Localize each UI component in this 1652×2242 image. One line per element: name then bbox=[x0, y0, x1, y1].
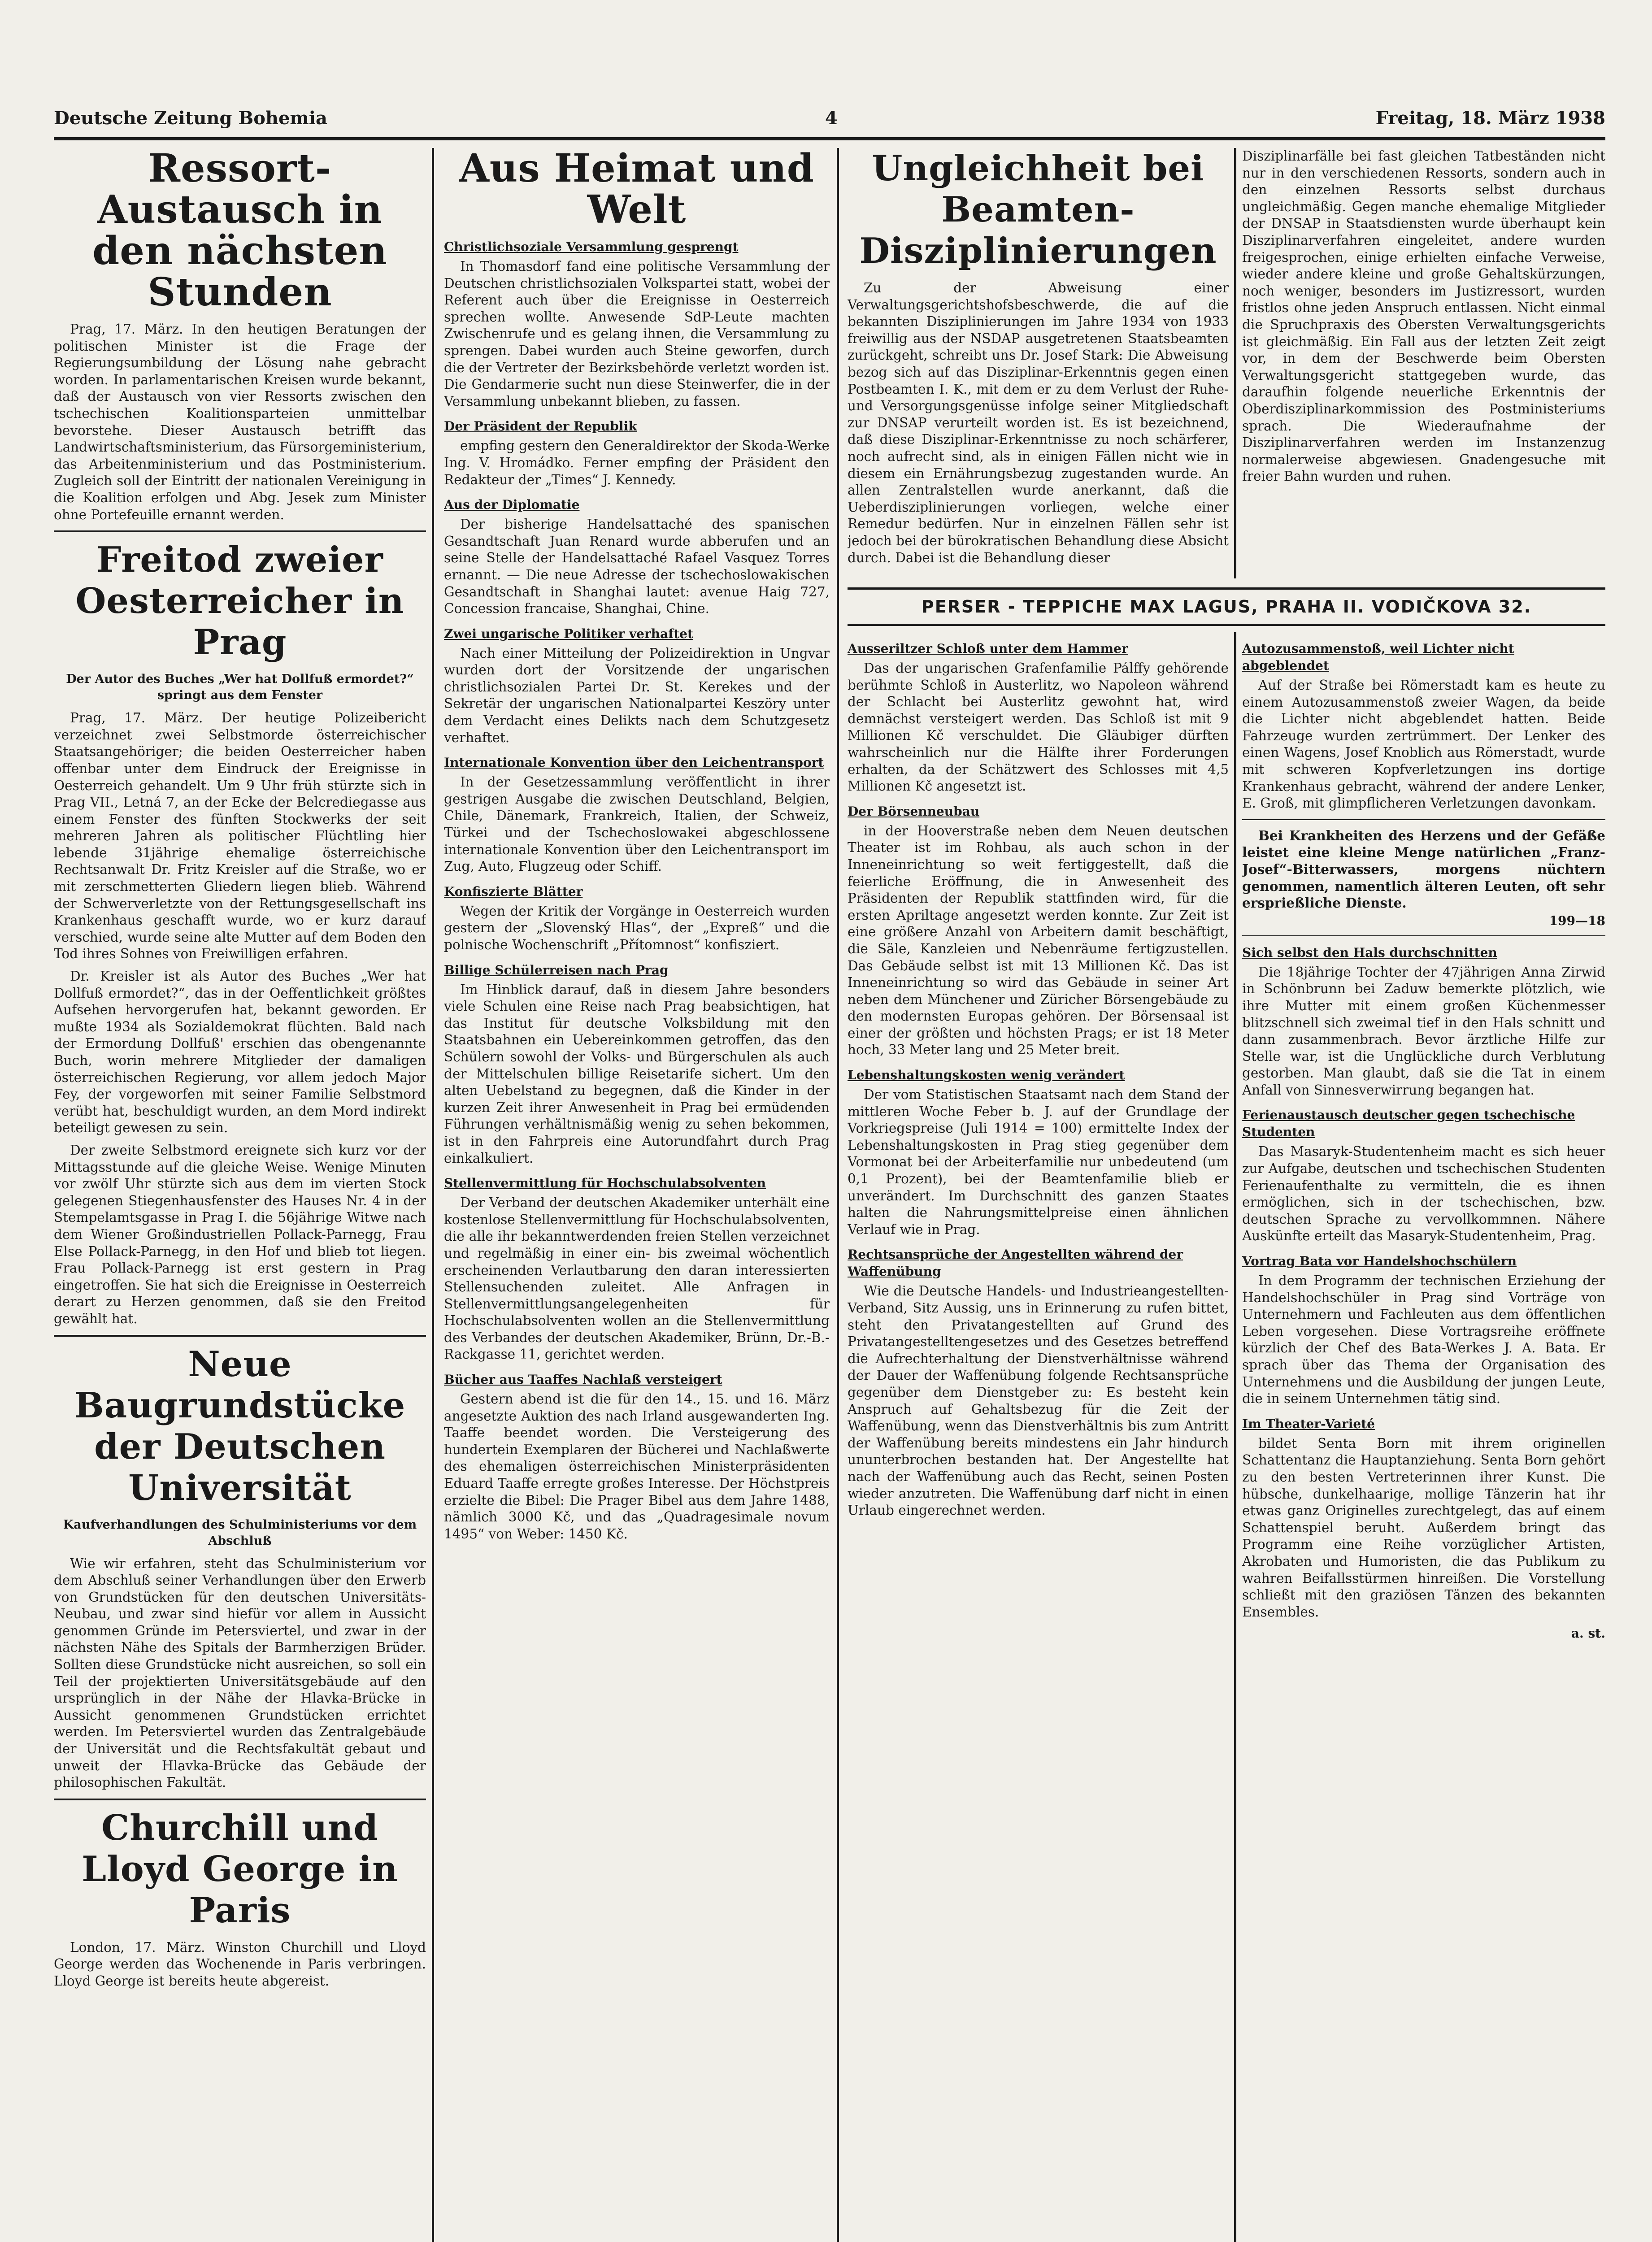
news-heading: Christlichsoziale Versammlung gesprengt bbox=[444, 239, 739, 254]
news-body: Der vom Statistischen Staatsamt nach dem Stand der mittleren Woche Feber b. J. auf der Grundlage der Vorkriegspreise (Juli 1914 = 100) ermittelte Index der Lebenshaltungskosten in Prag stieg gegenüber dem Vormonat bei der Arbeiterfamilie nur unbedeutend (um 0,1 Prozent), bei der Beamtenfamilie blieb er unverändert. Im Durchschnitt des ganzen Staates halten die Nahrungsmittelpreise einen ähnlichen Verlauf wie in Prag. bbox=[848, 1087, 1229, 1237]
news-heading: Rechtsansprüche der Angestellten während der Waffenübung bbox=[848, 1247, 1183, 1279]
article-title-churchill: Churchill und Lloyd George in Paris bbox=[82, 1807, 398, 1931]
column-rule bbox=[1234, 148, 1236, 578]
news-body: Nach einer Mitteilung der Polizeidirektion in Ungvar wurden dort der Vorsitzende der ungarischen christlichsozialen Partei Dr. St. Kerekes und der Sekretär der ungarischen Nationalpartei Keszöry unter dem Verdacht eines Delikts nach dem Schutzgesetz verhaftet. bbox=[444, 645, 830, 745]
news-body: Die 18jährige Tochter der 47jährigen Anna Zirwid in Schönbrunn bei Zaduw bemerkte plötzlich, wie ihre Mutter mit einem großen Küchenmesser blitzschnell sich zweimal tief in den Hals schnitt und dann zusammenbrach. Bevor ärztliche Hilfe zur Stelle war, ist die Unglückliche durch Verblutung gestorben. Man glaubt, daß sie die Tat in einem Anfall von Sinnesverwirrung begangen hat. bbox=[1242, 964, 1605, 1098]
column-4-top bbox=[1242, 148, 1605, 578]
news-body: bildet Senta Born mit ihrem originellen Schattentanz die Hauptanziehung. Senta Born gehört zu den besten Vertreterinnen ihrer Kunst. Die hübsche, dunkelhaarige, mollige Tänzerin hat ihr etwas ganz Originelles zurechtgelegt, das auf einem Schattenspiel beruht. Außerdem bringt das Programm eine Reihe vorzüglicher Artisten, Akrobaten und Humoristen, die das Publikum zu wahren Beifallsstürmen hinreißen. Die Vorstellung schließt mit den graziösen Tänzen des bekannten Ensembles. bbox=[1242, 1435, 1605, 1620]
news-body: Auf der Straße bei Römerstadt kam es heute zu einem Autozusammenstoß zweier Wagen, da beide die Lichter nicht abgeblendet hatten. Beide Fahrzeuge wurden zertrümmert. Der Lenker des einen Wagens, Josef Knoblich aus Römerstadt, wurde mit schweren Kopfverletzungen ins dortige Krankenhaus gebracht, während der andere Lenker, E. Groß, mit glimpflicheren Verletzungen davonkam. bbox=[1242, 678, 1605, 811]
news-heading: Bücher aus Taaffes Nachlaß versteigert bbox=[444, 1372, 722, 1387]
article-subtitle-universitaet: Kaufverhandlungen des Schulministeriums vor dem Abschluß bbox=[63, 1517, 417, 1548]
news-heading: Ferienaustausch deutscher gegen tschechische Studenten bbox=[1242, 1108, 1575, 1140]
news-body: Im Hinblick darauf, daß in diesem Jahre besonders viele Schulen eine Reise nach Prag beabsichtigen, hat das Institut für deutsche Volksbildung mit den Staatsbahnen ein Uebereinkommen getroffen, das den Schülern sowohl der Volks- und Bürgerschulen als auch der Mittelschulen billige Reisetarife sichert. Um den alten Uebelstand zu begegnen, daß die Kinder in der kurzen Zeit ihrer Anwesenheit in Prag bei ermüdenden Führungen verhältnismäßig wenig zu sehen bekommen, ist in den Fahrpreis eine Autorundfahrt durch Prag einkalkuliert. bbox=[444, 982, 830, 1166]
author-signature: a. st. bbox=[1571, 1626, 1605, 1641]
news-body: Wie die Deutsche Handels- und Industrieangestellten-Verband, Sitz Aussig, uns in Erinnerung zu rufen bittet, steht den Privatangestellten auf Grund des Privatangestelltengesetzes und des Gesetzes betreffend die Aufrechterhaltung der Dienstverhältnisse während der Dauer der Waffenübung folgende Rechtsansprüche gegenüber dem Dienstgeber zu: Es besteht kein Anspruch auf Gehaltsbezug für die Zeit der Waffenübung, wenn das Dienstverhältnis bis zum Antritt der Waffenübung bereits mindestens ein Jahr hindurch ununterbrochen bestanden hat. Der Angestellte hat nach der Waffenübung auch das Recht, seinen Posten wieder anzutreten. Die Waffenübung darf nicht in einen Urlaub eingerechnet werden. bbox=[848, 1283, 1229, 1518]
column-4-bottom bbox=[1242, 632, 1605, 2242]
news-heading: Konfiszierte Blätter bbox=[444, 884, 583, 899]
article-subtitle-freitod: Der Autor des Buches „Wer hat Dollfuß ermordet?“ springt aus dem Fenster bbox=[66, 672, 414, 703]
running-head bbox=[54, 101, 1605, 140]
article-body-ungleichheit-cont: Disziplinarfälle bei fast gleichen Tatbeständen nicht nur in den verschiedenen Ressorts, sondern auch in den einzelnen Ressorts selbst durchaus ungleichmäßig. Gegen manche ehemalige Mitglieder der DNSAP in Staatsdiensten wurde überhaupt kein Disziplinarverfahren eingeleitet, andere wurden freigesprochen, einige erhielten einfache Verweise, wieder andere kleine und große Gehaltskürzungen, noch weniger, besonders im Justizressort, wurden fristlos ohne jeden Anspruch entlassen. Nicht einmal die Spruchpraxis des Obersten Verwaltungsgerichts ist gleichmäßig. Ein Fall aus der letzten Zeit zeigt vor, in dem der Beschwerde beim Obersten Verwaltungsgericht stattgegeben wurde, das daraufhin folgende neuerliche Erkenntnis der Oberdisziplinarkommission des Postministeriums sprach. Die Wiederaufnahme der Disziplinarverfahren werden im Instanzenzug normalerweise abgewiesen. Gnadengesuche mit freier Bahn wurden und ruhen. bbox=[1242, 148, 1605, 484]
news-heading: Zwei ungarische Politiker verhaftet bbox=[444, 626, 693, 641]
small-advertisement: Bei Krankheiten des Herzens und der Gefäße leistet eine kleine Menge natürlichen „Franz-Josef“-Bitterwassers, morgens nüchtern genommen, namentlich älteren Leuten, oft sehr ersprießliche Dienste. bbox=[1242, 827, 1605, 911]
article-body-freitod-1: Prag, 17. März. Der heutige Polizeibericht verzeichnet zwei Selbstmorde österreichischer Staatsangehöriger; die beiden Oesterreicher haben offenbar unter dem Eindruck der Ereignisse in Oesterreich gehandelt. Um 9 Uhr früh stürzte sich in Prag VII., Letná 7, an der Ecke der Belcrediegasse aus einem Fenster des fünften Stockwerks der seit mehreren Jahren als politischer Flüchtling hier lebende 31jährige ehemalige österreichische Rechtsanwalt Dr. Fritz Kreisler auf die Straße, wo er mit zerschmetterten Gliedern liegen blieb. Während der Schwerverletzte von der Rettungsgesellschaft ins Krankenhaus geschafft wurde, wo er kurz darauf verschied, wurde seine alte Mutter auf dem Boden den Tod ihres Sohnes von Freiwilligen erfahren. bbox=[54, 710, 426, 962]
article-title-ungleichheit: Ungleichheit bei Beamten-Disziplinierungen bbox=[859, 148, 1217, 271]
article-body-freitod-2: Dr. Kreisler ist als Autor des Buches „Wer hat Dollfuß ermordet?“, das in der Oeffentlichkeit größtes Aufsehen hervorgerufen hat, bekannt geworden. Er mußte 1934 als Sozialdemokrat flüchten. Bald nach der Ermordung Dollfuß' erschien das obengenannte Buch, worin mehrere Mitglieder der damaligen österreichischen Regierung, vor allem jedoch Major Fey, der vorgeworfen mit seiner Familie Selbstmord verübt hat, beschuldigt wurden, an dem Mord indirekt beteiligt gewesen zu sein. bbox=[54, 969, 426, 1136]
news-heading: Stellenvermittlung für Hochschulabsolventen bbox=[444, 1176, 766, 1191]
article-body-freitod-3: Der zweite Selbstmord ereignete sich kurz vor der Mittagsstunde auf die gleiche Weise. Wenige Minuten vor zwölf Uhr stürzte sich aus dem im vierten Stock gelegenen Stiegenhausfenster des Hauses Nr. 4 in der Stempelamtsgasse in Prag I. die 56jährige Witwe nach dem Wiener Großindustriellen Pollack-Parnegg, Frau Else Pollack-Parnegg, in den Hof und blieb tot liegen. Frau Pollack-Parnegg ist erst gestern in Prag eingetroffen. Sie hat sich die Ereignisse in Oesterreich derart zu Herzen genommen, daß sie den Freitod gewählt hat. bbox=[54, 1142, 426, 1326]
divider bbox=[1242, 819, 1605, 820]
issue-date: Freitag, 18. März 1938 bbox=[1375, 108, 1605, 129]
divider bbox=[54, 530, 426, 532]
article-body-ressort: Prag, 17. März. In den heutigen Beratungen der politischen Minister ist die Frage der Regierungsumbildung der Lösung nahe gebracht worden. In parlamentarischen Kreisen wurde bekannt, daß der Austausch von vier Ressorts zwischen den tschechischen Koalitionsparteien unmittelbar bevorstehe. Dieser Austausch betrifft das Landwirtschaftsministerium, das Fürsorgeministerium, das Arbeitenministerium und das Postministerium. Zugleich soll der Eintritt der nationalen Vereinigung in die Koalition erfolgen und Abg. Jesek zum Minister ohne Portefeuille ernannt werden. bbox=[54, 322, 426, 522]
news-heading: Der Börsenneubau bbox=[848, 804, 980, 819]
column-rule bbox=[1234, 632, 1236, 2242]
section-title-heimat-welt: Aus Heimat und Welt bbox=[459, 148, 814, 232]
article-title-universitaet: Neue Baugrundstücke der Deutschen Universität bbox=[74, 1343, 406, 1508]
news-body: empfing gestern den Generaldirektor der Skoda-Werke Ing. V. Hromádko. Ferner empfing der Präsident den Redakteur der „Times“ J. Kennedy. bbox=[444, 438, 830, 487]
news-heading: Vortrag Bata vor Handelshochschülern bbox=[1242, 1254, 1517, 1269]
news-heading: Autozusammenstoß, weil Lichter nicht abgeblendet bbox=[1242, 641, 1514, 673]
news-heading: Lebenshaltungskosten wenig verändert bbox=[848, 1068, 1125, 1083]
news-body: Gestern abend ist die für den 14., 15. und 16. März angesetzte Auktion des nach Irland ausgewanderten Ing. Taaffe beendet worden. Die Versteigerung des hundertein Exemplaren der Bücherei und Nachlaßwerte des ehemaligen österreichischen Ministerpräsidenten Eduard Taaffe erregte großes Interesse. Der Höchstpreis erzielte die Bibel: Die Prager Bibel aus dem Jahre 1488, nämlich 3000 Kč, und das „Quadragesimale novum 1495“ von Weber: 1450 Kč. bbox=[444, 1391, 830, 1542]
news-body: Das Masaryk-Studentenheim macht es sich heuer zur Aufgabe, deutschen und tschechischen Studenten Ferienaufenthalte zu vermitteln, die es ihnen ermöglichen, sich in der tschechischen, bzw. deutschen Sprache zu vervollkommnen. Nähere Auskünfte erteilt das Masaryk-Studentenheim, Prag. bbox=[1242, 1144, 1605, 1244]
news-heading: Im Theater-Varieté bbox=[1242, 1416, 1375, 1431]
news-body: Der Verband der deutschen Akademiker unterhält eine kostenlose Stellenvermittlung für Hochschulabsolventen, die alle ihr bekanntwerdenden freien Stellen verzeichnet und regelmäßig in einer ein- bis zweimal wöchentlich erscheinenden Verlautbarung den daran interessierten Stellensuchenden zuleitet. Alle Anfragen in Stellenvermittlungsangelegenheiten für Hochschulabsolventen wollen an die Stellenvermittlung des Verbandes der deutschen Akademiker, Brünn, Dr.-B.-Rackgasse 11, gerichtet werden. bbox=[444, 1195, 830, 1362]
news-heading: Internationale Konvention über den Leichentransport bbox=[444, 755, 824, 770]
news-body: in der Hooverstraße neben dem Neuen deutschen Theater ist im Rohbau, als auch schon in der Inneneinrichtung so weit fertiggestellt, daß die feierliche Eröffnung, die in Anwesenheit des Präsidenten der Republik stattfinden wird, für die ersten Apriltage angesetzt werden konnte. Zur Zeit ist eine größere Anzahl von Arbeitern damit beschäftigt, die Säle, Kanzleien und Nebenräume fertigzustellen. Das Gebäude selbst ist mit 13 Millionen Kč. Das ist Inneneinrichtung so wird das Gebäude in seiner Art neben dem Münchener und Züricher Börsengebäude zu den modernsten Europas gehören. Der Börsensaal ist einer der größten und höchsten Prags; er ist 18 Meter hoch, 33 Meter lang und 25 Meter breit. bbox=[848, 823, 1229, 1058]
news-body: In der Gesetzessammlung veröffentlicht in ihrer gestrigen Ausgabe die zwischen Deutschland, Belgien, Chile, Dänemark, Frankreich, Italien, der Schweiz, Türkei und der Tschechoslowakei abgeschlossene internationale Konvention über den Leichentransport im Zug, Auto, Flugzeug oder Schiff. bbox=[444, 774, 830, 874]
news-body: Wegen der Kritik der Vorgänge in Oesterreich wurden gestern der „Slovenský Hlas“, der „Expreß“ und die polnische Wochenschrift „Přítomnost“ konfisziert. bbox=[444, 903, 830, 952]
column-1 bbox=[54, 148, 426, 2242]
column-rule bbox=[432, 148, 434, 2242]
article-title-freitod: Freitod zweier Oesterreicher in Prag bbox=[75, 539, 404, 663]
news-body: In Thomasdorf fand eine politische Versammlung der Deutschen christlichsozialen Volkspartei statt, wobei der Referent auch über die Ereignisse in Oesterreich sprechen wollte. Anwesende SdP-Leute machten Zwischenrufe und es gelang ihnen, die Versammlung zu sprengen. Dabei wurden auch Steine geworfen, durch die der Vertreter der Bezirksbehörde verletzt worden ist. Die Gendarmerie sucht nun diese Steinwerfer, die in der Versammlung unbekannt blieben, zu fassen. bbox=[444, 259, 830, 409]
news-heading: Billige Schülerreisen nach Prag bbox=[444, 962, 669, 978]
article-body-ungleichheit: Zu der Abweisung einer Verwaltungsgerichtshofsbeschwerde, die auf die bekannten Disziplinierungen im Jahre 1934 von 1933 freiwillig aus der NSDAP ausgetretenen Staatsbeamten zurückgeht, schreibt uns Dr. Josef Stark: Die Abweisung bezog sich auf das Disziplinar-Erkenntnis gegen einen Postbeamten I. K., mit dem er zu dem Verlust der Ruhe- und Versorgungsgenüsse infolge seiner Mitgliedschaft zur DNSAP verurteilt worden ist. Es ist bezeichnend, daß diese Disziplinar-Erkenntnisse zu noch schärferer, noch aufrecht sind, als in einigen Fällen nicht wie in diesem ein Ernährungsbezug zugestanden wurde. An allen Zentralstellen wurde anerkannt, daß die Ueberdisziplinierungen vorliegen, welche einer Remedur bedürfen. Nur in einzelnen Fällen sehr ist jedoch bei der bürokratischen Behandlung diese Absicht durch. Dabei ist die Behandlung dieser bbox=[848, 280, 1229, 565]
column-3-bottom bbox=[848, 632, 1229, 2242]
news-heading: Sich selbst den Hals durchschnitten bbox=[1242, 945, 1497, 960]
article-title-ressort: Ressort-Austausch in den nächsten Stunden bbox=[92, 148, 387, 315]
news-body: In dem Programm der technischen Erziehung der Handelshochschüler in Prag sind Vorträge von Unternehmern und Fachleuten aus dem öffentlichen Leben vorgesehen. Diese Vortragsreihe eröffnete kürzlich der Chef des Bata-Werkes J. A. Bata. Er sprach über das Thema der Organisation des Unternehmens und die Ausbildung der jungen Leute, die in seinem Unternehmen tätig sind. bbox=[1242, 1273, 1605, 1407]
article-body-churchill: London, 17. März. Winston Churchill und Lloyd George werden das Wochenende in Paris verbringen. Lloyd George ist bereits heute abgereist. bbox=[54, 1939, 426, 1989]
news-body: Das der ungarischen Grafenfamilie Pálffy gehörende berühmte Schloß in Austerlitz, wo Napoleon während der Schlacht bei Austerlitz gewohnt hat, wird demnächst versteigert werden. Das Schloß ist mit 9 Millionen Kč verschuldet. Die Gläubiger dürften wahrscheinlich nur die Hälfte ihrer Forderungen erhalten, da der Schätzwert des Schlosses mit 4,5 Millionen Kč angesetzt ist. bbox=[848, 660, 1229, 794]
column-2 bbox=[444, 148, 830, 2242]
news-heading: Ausseriltzer Schloß unter dem Hammer bbox=[848, 641, 1128, 656]
news-heading: Aus der Diplomatie bbox=[444, 497, 580, 513]
news-body: Der bisherige Handelsattaché des spanischen Gesandtschaft Juan Renard wurde abberufen und an seine Stelle der Handelsattaché Rafael Vasquez Torres ernannt. — Die neue Adresse der tschechoslowakischen Gesandtschaft in Shanghai lautet: avenue Haig 727, Concession francaise, Shanghai, Chine. bbox=[444, 517, 830, 617]
article-body-universitaet: Wie wir erfahren, steht das Schulministerium vor dem Abschluß seiner Verhandlungen über den Erwerb von Grundstücken für den deutschen Universitäts-Neubau, und zwar sind hiefür vor allem in Aussicht genommen Gründe im Petersviertel, und zwar in der nächsten Nähe des Spitals der Barmherzigen Brüder. Sollten diese Grundstücke nicht ausreichen, so soll ein Teil der projektierten Universitätsgebäude auf den ursprünglich in der Nähe der Hlavka-Brücke in Aussicht genommenen Grundstücken errichtet werden. Im Petersviertel wurden das Zentralgebäude der Universität und die Rechtsfakultät gebaut und unweit der Hlavka-Brücke das Gebäude der philosophischen Fakultät. bbox=[54, 1555, 426, 1790]
column-rule bbox=[837, 148, 839, 2242]
advertisement-banner: PERSER - TEPPICHE MAX LAGUS, PRAHA II. VODIČKOVA 32. bbox=[848, 587, 1605, 626]
divider bbox=[1242, 935, 1605, 936]
divider bbox=[54, 1799, 426, 1800]
newspaper-name: Deutsche Zeitung Bohemia bbox=[54, 108, 327, 129]
news-heading: Der Präsident der Republik bbox=[444, 419, 637, 434]
column-3-top bbox=[848, 148, 1229, 578]
page-number: 4 bbox=[825, 108, 838, 129]
advertisement-code: 199—18 bbox=[1549, 913, 1605, 928]
divider bbox=[54, 1335, 426, 1337]
